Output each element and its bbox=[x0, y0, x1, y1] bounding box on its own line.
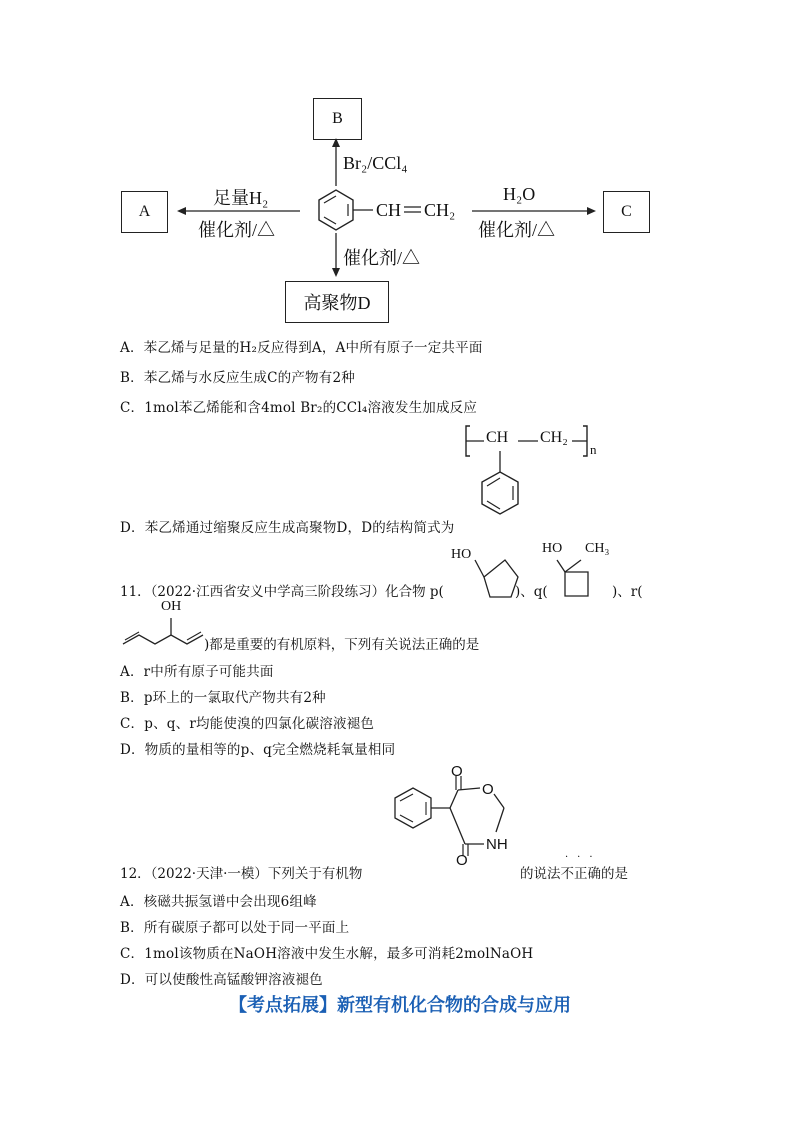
emphasis-dots: ·​·​· bbox=[565, 852, 602, 863]
reagent-br2: Br₂/CCl₄ bbox=[343, 153, 408, 173]
q10-option-b: B．苯乙烯与水反应生成C的产物有2种 bbox=[120, 370, 355, 386]
box-c-label: C bbox=[621, 203, 632, 220]
polymer-d-structure bbox=[460, 420, 610, 530]
q11-r-open: )、r( bbox=[612, 584, 643, 600]
q12-stem-start: 12．（2022·天津·一模）下列关于有机物 bbox=[120, 866, 363, 882]
condition-down: 催化剂/△ bbox=[343, 248, 421, 268]
q10-option-c: C．1mol苯乙烯能和含4mol Br₂的CCl₄溶液发生加成反应 bbox=[120, 400, 478, 416]
reagent-h2o: H₂O bbox=[503, 184, 536, 204]
q12-option-c: C．1mol该物质在NaOH溶液中发生水解，最多可消耗2molNaOH bbox=[120, 946, 534, 962]
q11-option-b: B．p环上的一氯取代产物共有2种 bbox=[120, 690, 326, 706]
q12-o-top: O bbox=[451, 763, 463, 780]
q11-option-c: C．p、q、r均能使溴的四氯化碳溶液褪色 bbox=[120, 716, 375, 732]
q11-stem-end: )都是重要的有机原料，下列有关说法正确的是 bbox=[204, 637, 480, 653]
q10-option-a: A．苯乙烯与足量的H₂反应得到A，A中所有原子一定共平面 bbox=[120, 340, 483, 356]
q12-o-ring: O bbox=[482, 781, 494, 798]
box-b-label: B bbox=[332, 110, 343, 127]
q10-option-d: D．苯乙烯通过缩聚反应生成高聚物D，D的结构简式为 bbox=[120, 520, 455, 536]
q11-option-a: A．r中所有原子可能共面 bbox=[120, 664, 274, 680]
polymer-ch: CH bbox=[486, 429, 509, 446]
condition-right: 催化剂/△ bbox=[478, 220, 556, 240]
label-ch2: CH₂ bbox=[424, 200, 456, 220]
compound-q-ch3: CH₃ bbox=[585, 541, 610, 556]
q12-option-d: D．可以使酸性高锰酸钾溶液褪色 bbox=[120, 972, 323, 988]
q12-stem-end: 的说法不正确的是 bbox=[520, 866, 628, 882]
polymer-ch2: CH₂ bbox=[540, 429, 568, 446]
q12-option-b: B．所有碳原子都可以处于同一平面上 bbox=[120, 920, 350, 936]
compound-q-oh: HO bbox=[542, 541, 563, 556]
compound-r-oh: OH bbox=[161, 599, 182, 614]
condition-left: 催化剂/△ bbox=[198, 220, 276, 240]
polymer-n: n bbox=[590, 442, 597, 457]
compound-p-oh: HO bbox=[451, 547, 472, 562]
box-a-label: A bbox=[138, 203, 151, 220]
q11-option-d: D．物质的量相等的p、q完全燃烧耗氧量相同 bbox=[120, 742, 396, 758]
compound-q12-structure bbox=[370, 760, 530, 870]
q12-nh: NH bbox=[486, 836, 508, 853]
reagent-h2: 足量H₂ bbox=[213, 188, 269, 208]
q12-o-bottom: O bbox=[456, 852, 468, 869]
q11-stem-start: 11．（2022·江西省安义中学高三阶段练习）化合物 p( bbox=[120, 584, 444, 600]
section-title: 【考点拓展】新型有机化合物的合成与应用 bbox=[229, 995, 571, 1016]
q12-option-a: A．核磁共振氢谱中会出现6组峰 bbox=[120, 894, 317, 910]
box-d-label: 高聚物D bbox=[303, 293, 371, 313]
label-ch: CH bbox=[376, 200, 402, 220]
q11-q-open: )、q( bbox=[515, 584, 548, 600]
